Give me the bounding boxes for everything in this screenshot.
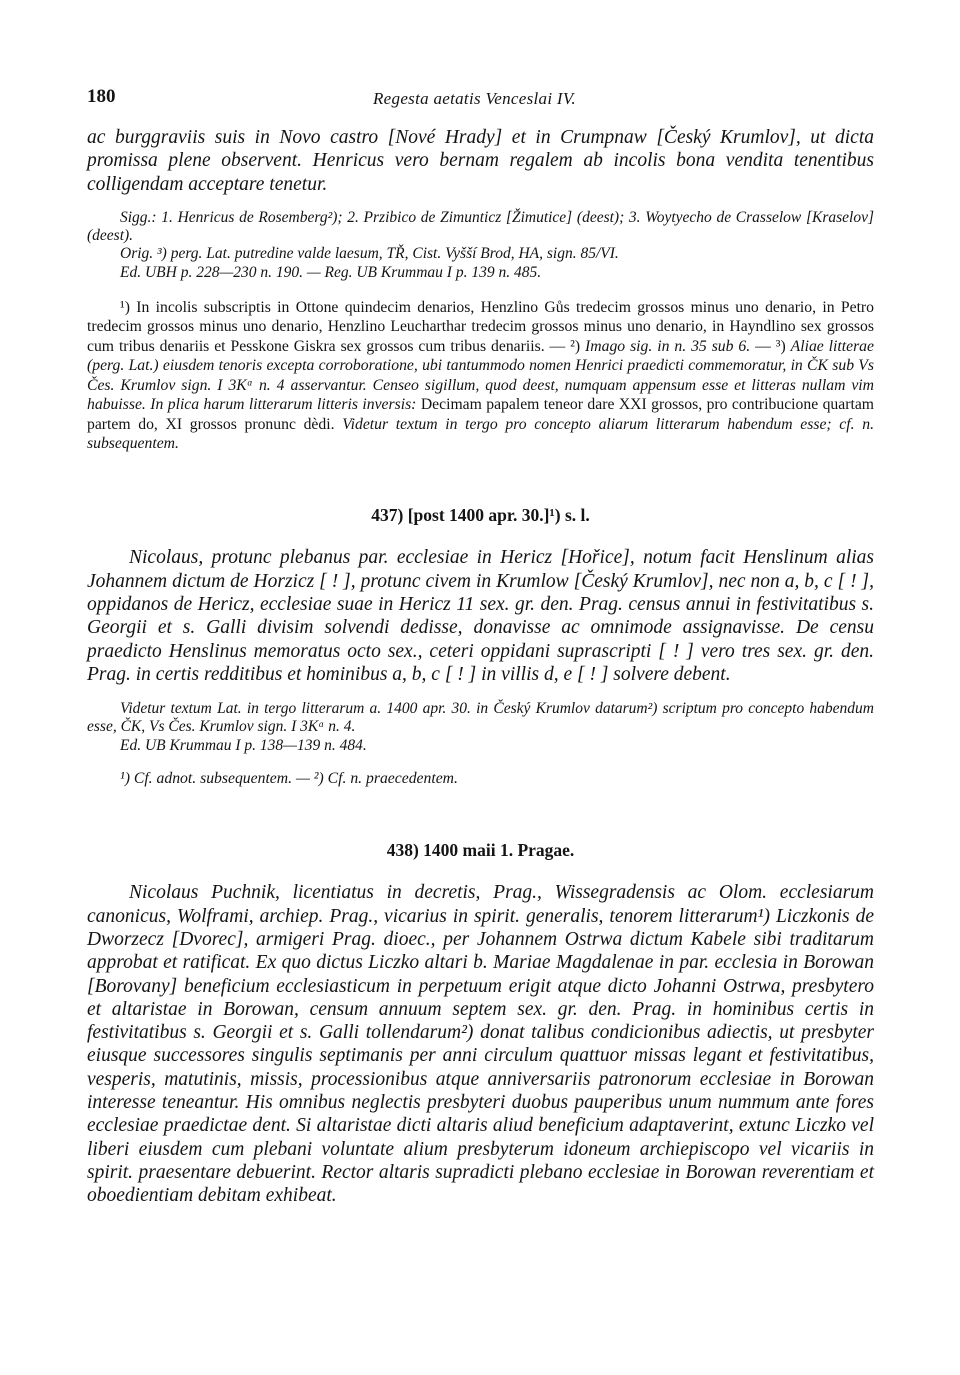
- entry-437-footnotes: [87, 769, 874, 788]
- entry-437-text: Nicolaus, protunc plebanus par. ecclesiae in Hericz [Hořice], notum facit Henslinum alias Johannem dictum de Horzicz [ ! ], protunc civem in Krumlow [Český Krumlov], nec non a, b, c [ ! ], oppidanos de Hericz, ecclesiae suae in Hericz 11 sex. gr. den. Prag. census annui in festivitatibus s. Georgii et s. Galli divisim solvendi dedisse, donavisse ac omnimode assignavisse. De censu praedicto Henslinus memoratus octo sex., ceteri oppidani suprascripti [ ! ] vero tres sex. gr. den. Prag. in certis redditibus et hominibus a, b, c [ ! ] in villis d, e [ ! ] solvere debent.: [87, 547, 874, 685]
- original-note: Orig. ³) perg. Lat. putredine valde laesum, TŘ, Cist. Vyšší Brod, HA, sign. 85/VI.: [120, 245, 619, 263]
- footnote-paragraph: [87, 298, 874, 453]
- sigilla-note: Sigg.: 1. Henricus de Rosemberg²); 2. Przibico de Zimunticz [Žimutice] (deest); 3. Woytyecho de Crasselow [Kraselov] (deest).: [87, 208, 874, 245]
- edition-note: Ed. UBH p. 228—230 n. 190. — Reg. UB Krummau I p. 139 n. 485.: [120, 263, 542, 281]
- continued-text: ac burggraviis suis in Novo castro [Nové Hrady] et in Crumpnaw [Český Krumlov], ut dicta promissa plene observent. Henricus vero bernam regalem ab incolis bona vendita tenentibus colligendam acceptare tenetur.: [87, 127, 874, 195]
- entry-437-heading: 437) [post 1400 apr. 30.]¹) s. l.: [371, 505, 590, 526]
- entry-436-apparatus: [87, 209, 874, 282]
- edition-note: Ed. UB Krummau I p. 138—139 n. 484.: [120, 736, 367, 754]
- entry-437-regest: [87, 546, 874, 686]
- footnote-separator: — ³): [750, 337, 791, 355]
- footnote-3-conclusion: Videtur textum in tergo pro concepto aliarum litterarum habendum esse; cf. n. subsequentem.: [87, 415, 874, 452]
- footnote-2-text: Imago sig. in n. 35 sub 6.: [585, 337, 751, 355]
- plica-quote: Decimam papalem teneor dare XXI grossos, pro contribucione quartam partem do, XI grossos pronunc dèdi.: [87, 396, 874, 433]
- entry-437-apparatus: [87, 700, 874, 755]
- footnote-line: ¹) Cf. adnot. subsequentem. — ²) Cf. n. praecedentem.: [120, 770, 458, 787]
- page-header: [87, 82, 874, 112]
- entry-438-heading: 438) 1400 maii 1. Pragae.: [386, 840, 575, 861]
- footnote-3-text: Aliae litterae (perg. Lat.) eiusdem tenoris excepta corroboratione, ubi tantummodo nomen Henrici praedicti commemoratur, in ČK sub Vs Čes. Krumlov sign. I 3Kᵅ n. 4 asservantur. Censeo sigillum, quod deest, numquam appensum esse et litteras nullam vim habuisse. In plica harum litterarum litteris inversis:: [87, 337, 874, 414]
- entry-438-regest: [87, 881, 874, 1207]
- entry-438-text: Nicolaus Puchnik, licentiatus in decretis, Prag., Wissegradensis ac Olom. ecclesiarum canonicus, Wolframi, archiep. Prag., vicarius in spirit. generalis, tenorem litterarum¹) Liczkonis de Dworzecz [Dvorec], armigeri Prag. dioec., per Johannem Ostrwa dictum Kabele sibi traditarum approbat et ratificat. Ex quo dictus Liczko altari b. Mariae Magdalenae in par. ecclesia in Borowan [Borovany] beneficium ecclesiasticum in perpetuum erigit atque dicto Johanni Ostrwa, presbytero et altaristae in Borowan, censum annuum septem sex. gr. den. Prag. in hominibus certis in festivitatibus s. Georgii et s. Galli tollendarum²) donat talibus condicionibus adiectis, ut presbyter eiusque successores singulis septimanis per anni circulum quattuor missas legant et festivitatibus, vesperis, matutinis, missis, processionibus atque anniversariis patronorum ecclesiae in Borowan interesse teneantur. His omnibus neglectis presbyteri duobus pauperibus unum nummum ante fores ecclesiae praedictae dent. Si altaristae dicti altaris aliud beneficium adaptaverint, extunc Liczko vel liberi eiusdem cum plebani voluntate alium presbyterum idoneum archiepiscopo vel vicariis in spirit. praesentare debuerint. Rector altaris supradicti plebano ecclesiae in Borowan reverentiam et oboedientiam debitam exhibeat.: [87, 882, 874, 1207]
- running-title: Regesta aetatis Venceslai IV.: [373, 89, 576, 108]
- page-number: 180: [87, 86, 116, 107]
- document-page: [87, 82, 874, 1208]
- footnote-1-text: ¹) In incolis subscriptis in Ottone quindecim denarios, Henzlino Gůs tredecim grossos minus uno denario, in Petro tredecim grossos minus uno denario, Henzlino Leucharthar tredecim grossos minus uno denario, in Hayndlino sex grossos cum tribus denariis et Pesskone Giskra sex grossos cum tribus denariis. — ²): [87, 299, 874, 355]
- entry-436-footnotes: [87, 298, 874, 453]
- videtur-note: Videtur textum Lat. in tergo litterarum a. 1400 apr. 30. in Český Krumlov datarum²) scriptum pro concepto habendum esse, ČK, Vs Čes. Krumlov sign. I 3Kᵅ n. 4.: [87, 700, 874, 736]
